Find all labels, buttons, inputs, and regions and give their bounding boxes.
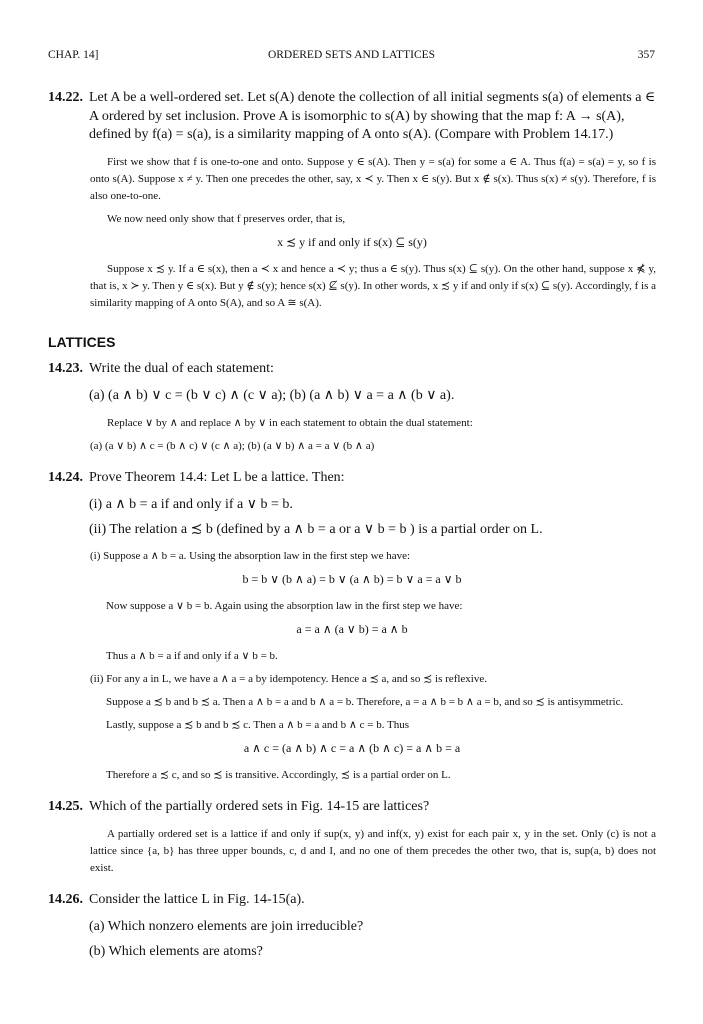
problem-statement: Prove Theorem 14.4: Let L be a lattice. Then:: [89, 469, 345, 485]
section-heading: LATTICES: [48, 333, 116, 350]
problem-statement-parts: (a) (a ∧ b) ∨ c = (b ∨ c) ∧ (c ∨ a); (b) (a ∧ b) ∨ a = a ∧ (b ∨ a).: [89, 388, 455, 403]
display-equation: x ≾ y if and only if s(x) ⊆ s(y): [277, 234, 427, 249]
solution-paragraph: Replace ∨ by ∧ and replace ∧ by ∨ in each statement to obtain the dual statement:: [107, 416, 473, 429]
question-part-b: (b) Which elements are atoms?: [89, 943, 263, 959]
problem-number: 14.25.: [48, 799, 83, 814]
solution-paragraph: Thus a ∧ b = a if and only if a ∨ b = b.: [106, 650, 278, 662]
problem-number: 14.26.: [48, 891, 83, 907]
solution-paragraph: Now suppose a ∨ b = b. Again using the absorption law in the first step we have:: [106, 600, 463, 612]
running-head-chapter: CHAP. 14]: [48, 49, 99, 61]
solution-paragraph: Suppose x ≾ y. If a ∈ s(x), then a ≺ x and hence a ≺ y; thus a ∈ s(y). Thus s(x) ⊆ s(y). On the other hand, suppose x ⋠ y, that is, x ≻ y. Then y ∈ s(x). But y ∉ s(y); hence s(x) ⊈ s(y). In other words, x ≾ y if and only if s(x) ⊆ s(y). Accordingly, f is a similarity mapping of A onto S(A), and so A ≅ s(A).: [90, 262, 656, 309]
solution-paragraph: (ii) For any a in L, we have a ∧ a = a by idempotency. Hence a ≾ a, and so ≾ is reflexive.: [90, 673, 487, 685]
problem-number: 14.23.: [48, 360, 83, 376]
running-head-title: ORDERED SETS AND LATTICES: [267, 49, 436, 61]
problem-14-23: [48, 360, 656, 379]
solution-paragraph: We now need only show that f preserves order, that is,: [107, 212, 346, 225]
display-equation: a ∧ c = (a ∧ b) ∧ c = a ∧ (b ∧ c) = a ∧ b = a: [243, 741, 461, 755]
problem-14-25: [48, 798, 656, 817]
solution-paragraph: (i) Suppose a ∧ b = a. Using the absorption law in the first step we have:: [90, 550, 411, 562]
problem-statement: Which of the partially ordered sets in Fig. 14-15 are lattices?: [89, 799, 430, 814]
problem-14-22: [48, 89, 656, 145]
solution-paragraph: Suppose a ≾ b and b ≾ a. Then a ∧ b = a and b ∧ a = b. Therefore, a = a ∧ b = b ∧ a = b, and so ≾ is antisymmetric.: [106, 696, 624, 708]
page-number: 357: [637, 49, 655, 61]
solution-paragraph: First we show that f is one-to-one and onto. Suppose y ∈ s(A). Then y = s(a) for some a ∈ A. Thus f(a) = s(a) = y, so f is onto s(A). Suppose x ≠ y. Then one precedes the other, say, x ≺ y. Then x ∈ s(y). But x ∉ s(x). Thus s(x) ≠ s(y). Therefore, f is also one-to-one.: [90, 155, 656, 202]
solution-paragraph: A partially ordered set is a lattice if and only if sup(x, y) and inf(x, y) exist for each pair x, y in the set. Only (c) is not a lattice since {a, b} has three upper bounds, c, d and I, and no one of them precedes the other two, that is, sup(a, b) does not exist.: [90, 827, 656, 874]
problem-number: 14.22.: [48, 90, 83, 105]
solution-paragraph: (a) (a ∨ b) ∧ c = (b ∧ c) ∨ (c ∧ a); (b) (a ∨ b) ∧ a = a ∨ (b ∧ a): [90, 439, 375, 452]
display-equation: b = b ∨ (b ∧ a) = b ∨ (a ∧ b) = b ∨ a = a ∨ b: [242, 572, 462, 586]
solution-paragraph: Therefore a ≾ c, and so ≾ is transitive. Accordingly, ≾ is a partial order on L.: [106, 769, 451, 781]
problem-statement: Consider the lattice L in Fig. 14-15(a).: [89, 891, 305, 907]
display-equation: a = a ∧ (a ∨ b) = a ∧ b: [296, 622, 408, 636]
problem-statement: Write the dual of each statement:: [89, 360, 274, 376]
problem-14-26: [48, 891, 656, 910]
problem-statement: Let A be a well-ordered set. Let s(A) denote the collection of all initial segments s(a) of elements a ∈ A ordered by set inclusion. Prove A is isomorphic to s(A) by showing that the map f: A → s(A), defined by f(a) = s(a), is a similarity mapping of A onto s(A). (Compare with Problem 14.17.): [89, 90, 656, 142]
theorem-part-ii: (ii) The relation a ≾ b (defined by a ∧ b = a or a ∨ b = b ) is a partial order on L.: [89, 521, 543, 537]
page-body: [48, 89, 656, 967]
question-part-a: (a) Which nonzero elements are join irreducible?: [89, 919, 364, 934]
problem-number: 14.24.: [48, 469, 83, 485]
problem-14-24: [48, 469, 656, 488]
theorem-part-i: (i) a ∧ b = a if and only if a ∨ b = b.: [89, 497, 293, 512]
solution-paragraph: Lastly, suppose a ≾ b and b ≾ c. Then a ∧ b = a and b ∧ c = b. Thus: [106, 719, 410, 731]
